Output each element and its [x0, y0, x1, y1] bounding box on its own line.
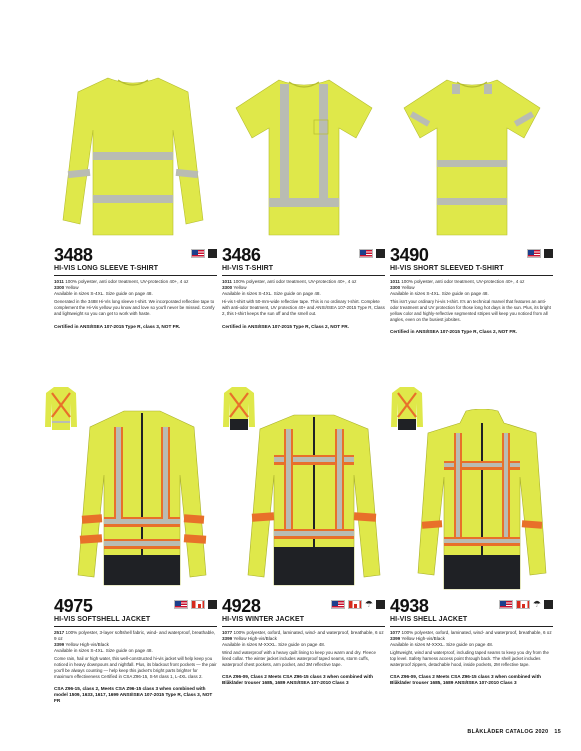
- softshell-jacket-image: [72, 405, 212, 595]
- catalog-name: BLÅKLÄDER CATALOG 2020: [467, 729, 549, 735]
- us-flag-icon: [191, 249, 205, 258]
- product-description: This isn't your ordinary hi-vis t-shirt. It's an technical marvel that features an anti-odor treatment and UV protection for those long hot days in the sun. Plus, its bright yellow color and highly-reflective segmented stripes will keep you noticed from all angles, even on the busiest jobsites.: [390, 299, 551, 322]
- divider: [222, 275, 385, 276]
- product-description: Come rain, hail or high water, this well-constructed hi-vis jacket will help keep you noticed in heavy downpours and nightfall. Plus, its blackout front pockets — the pair you'll be always counting — help keep this jacket's bright parts brighter for maximum effectiveness Certified in CSA Z96-15, S-M class 1, L-4XL class 2.: [54, 656, 217, 679]
- page-number: 15: [554, 729, 561, 735]
- product-specs: [390, 630, 553, 648]
- product-card-3486: [222, 10, 385, 330]
- sizes-text: Available in sizes S-4XL. Size guide on page 48.: [390, 291, 489, 297]
- csa-badge-icon: [208, 600, 217, 609]
- page-footer: [467, 729, 561, 735]
- short-sleeve-tshirt-image: [392, 70, 552, 240]
- product-specs: [54, 630, 217, 654]
- sizes-text: Available in sizes S-4XL. Size guide on page 48.: [54, 648, 153, 654]
- csa-badge-icon: [544, 600, 553, 609]
- divider: [222, 626, 385, 627]
- us-flag-icon: [331, 600, 345, 609]
- certification-text: CSA Z96-15, class 2, Meets CSA Z96-15 class 3 when combined with model 1509, 1633, 1617, 1699 ANSI/ISEA 107-2015 Type R, Class 3, NOT FR: [54, 685, 213, 703]
- fabric-code: 1011: [54, 279, 64, 284]
- color-code: 3399: [222, 636, 233, 642]
- long-sleeve-tshirt-image: [58, 70, 208, 240]
- shirt-badge-icon: [376, 249, 385, 258]
- color-name: Yellow: [400, 285, 415, 291]
- canada-flag-icon: [348, 600, 362, 609]
- csa-badge-icon: [376, 600, 385, 609]
- shirt-badge-icon: [544, 249, 553, 258]
- product-card-4928: [222, 385, 385, 725]
- divider: [54, 275, 217, 276]
- canada-flag-icon: [191, 600, 205, 609]
- product-specs: [54, 279, 217, 297]
- us-flag-icon: [499, 600, 513, 609]
- product-code: 3488: [54, 245, 93, 265]
- fabric-description: 100% polyester, oxford, laminated, wind- and waterproof, breathable, 6 oz: [232, 630, 384, 635]
- certification-text: Certified in ANSI/ISEA 107-2015 Type R, Class 2, NOT FR.: [390, 329, 517, 335]
- color-name: Yellow: [64, 285, 79, 291]
- fabric-code: 1077: [222, 630, 233, 635]
- certification-flags: [174, 600, 217, 609]
- product-code: 3490: [390, 245, 429, 265]
- color-code: 3399: [54, 642, 65, 648]
- divider: [54, 626, 217, 627]
- product-code: 4938: [390, 596, 429, 616]
- us-flag-icon: [359, 249, 373, 258]
- winter-jacket-image: [244, 409, 384, 595]
- certification-text: CSA Z96-09, Class 2 Meets CSA Z96-15 class 3 when combined with Blåkläder trouser 1685, 1689 ANSI/ISEA 107-2010 Class 3: [390, 673, 542, 685]
- certification-flags: [331, 600, 385, 609]
- product-card-3490: [390, 10, 553, 335]
- color-name: Yellow High-vis/Black: [232, 636, 277, 642]
- certification-text: Certified in ANSI/ISEA 107-2015 Type R, Class 2, NOT FR.: [222, 323, 349, 329]
- product-description: Generated in the 3488 Hi-Vis long sleeve t-shirt. We incorporated reflective tape to complement the Hi-Vis yellow you know and love so you'll never be missed. Comfy and lightweight so you can get to work with haste.: [54, 299, 215, 316]
- sizes-text: Available in sizes S-4XL. Size guide on page 48.: [222, 291, 321, 297]
- certification-flags: [527, 249, 553, 258]
- fabric-description: 100% polyester, 3-layer softshell fabric, wind- and waterproof, breathable, 9 oz: [54, 630, 216, 642]
- product-code: 4975: [54, 596, 93, 616]
- product-description: Wind and waterproof with a heavy quilt lining to keep you warm and dry. Fleece lined collar. The winter jacket includes waterproof taped seams, storm cuffs, waterproof chest pockets, arm pocket, and 3M reflective tape.: [222, 650, 376, 667]
- color-name: Yellow High-vis/Black: [400, 636, 445, 642]
- divider: [390, 626, 553, 627]
- canada-flag-icon: [516, 600, 530, 609]
- product-description: Hi-vis t-shirt with 50-mm-wide reflective tape. This is no ordinary t-shirt. Complete with anti-odor treatment, UV protection 40+ and ANSI/ISEA 107-2015 Type R, Class 2, this t-shirt keeps the sun off and the smell out.: [222, 299, 385, 316]
- us-flag-icon: [174, 600, 188, 609]
- product-card-4938: [390, 385, 553, 725]
- fabric-code: 2517: [54, 630, 65, 635]
- product-specs: [222, 630, 385, 648]
- color-code: 3399: [390, 636, 401, 642]
- certification-flags: [191, 249, 217, 258]
- fabric-description: 100% polyester, anti odor treatment, UV-protection 40+, 4 oz: [63, 279, 189, 284]
- shell-jacket-image: [414, 409, 550, 595]
- tshirt-image: [224, 70, 384, 240]
- certification-flags: [499, 600, 553, 609]
- us-flag-icon: [527, 249, 541, 258]
- sizes-text: Available in sizes M-XXXL. Size guide on page 48.: [222, 642, 326, 648]
- product-title: HI-VIS SHORT SLEEVED T-SHIRT: [390, 265, 504, 272]
- fabric-description: 100% polyester, anti odor treatment, UV-protection 40+, 4 oz: [231, 279, 357, 284]
- product-code: 3486: [222, 245, 261, 265]
- product-title: HI-VIS SOFTSHELL JACKET: [54, 616, 151, 623]
- certification-text: CSA Z96-09, Class 2 Meets CSA Z96-15 class 3 when combined with Blåkläder trouser 1685, 1689 ANSI/ISEA 107-2010 Class 3: [222, 673, 374, 685]
- fabric-description: 100% polyester, oxford, laminated, wind- and waterproof, breathable, 6 oz: [400, 630, 552, 635]
- product-card-4975: [54, 385, 217, 725]
- product-card-3488: [54, 10, 217, 330]
- divider: [390, 275, 553, 276]
- product-title: HI-VIS T-SHIRT: [222, 265, 274, 272]
- color-code: 3300: [54, 285, 65, 291]
- color-code: 3300: [390, 285, 401, 291]
- shirt-badge-icon: [208, 249, 217, 258]
- color-name: Yellow High-vis/Black: [64, 642, 109, 648]
- sizes-text: Available in sizes M-XXXL. Size guide on page 48.: [390, 642, 494, 648]
- color-code: 3300: [222, 285, 233, 291]
- product-specs: [222, 279, 385, 297]
- umbrella-icon: ☂: [364, 599, 373, 609]
- fabric-code: 1011: [222, 279, 232, 284]
- product-title: HI-VIS WINTER JACKET: [222, 616, 305, 623]
- product-title: HI-VIS LONG SLEEVE T-SHIRT: [54, 265, 159, 272]
- fabric-description: 100% polyester, anti odor treatment, UV-protection 40+, 4 oz: [399, 279, 525, 284]
- product-title: HI-VIS SHELL JACKET: [390, 616, 468, 623]
- product-specs: [390, 279, 553, 297]
- certification-flags: [359, 249, 385, 258]
- color-name: Yellow: [232, 285, 247, 291]
- product-code: 4928: [222, 596, 261, 616]
- product-description: Lightweight, wind and waterproof, including taped seams to keep you dry from the top level. Safety harness access point through back. The shell jacket includes waterproof zippers, detachable hood, inside pockets, 2M reflective tape.: [390, 650, 549, 667]
- fabric-code: 1011: [390, 279, 400, 284]
- umbrella-icon: ☂: [532, 599, 541, 609]
- sizes-text: Available in sizes S-4XL. Size guide on page 48.: [54, 291, 153, 297]
- certification-text: Certified in ANSI/ISEA 107-2015 Type R, class 3, NOT FR.: [54, 323, 181, 329]
- fabric-code: 1077: [390, 630, 401, 635]
